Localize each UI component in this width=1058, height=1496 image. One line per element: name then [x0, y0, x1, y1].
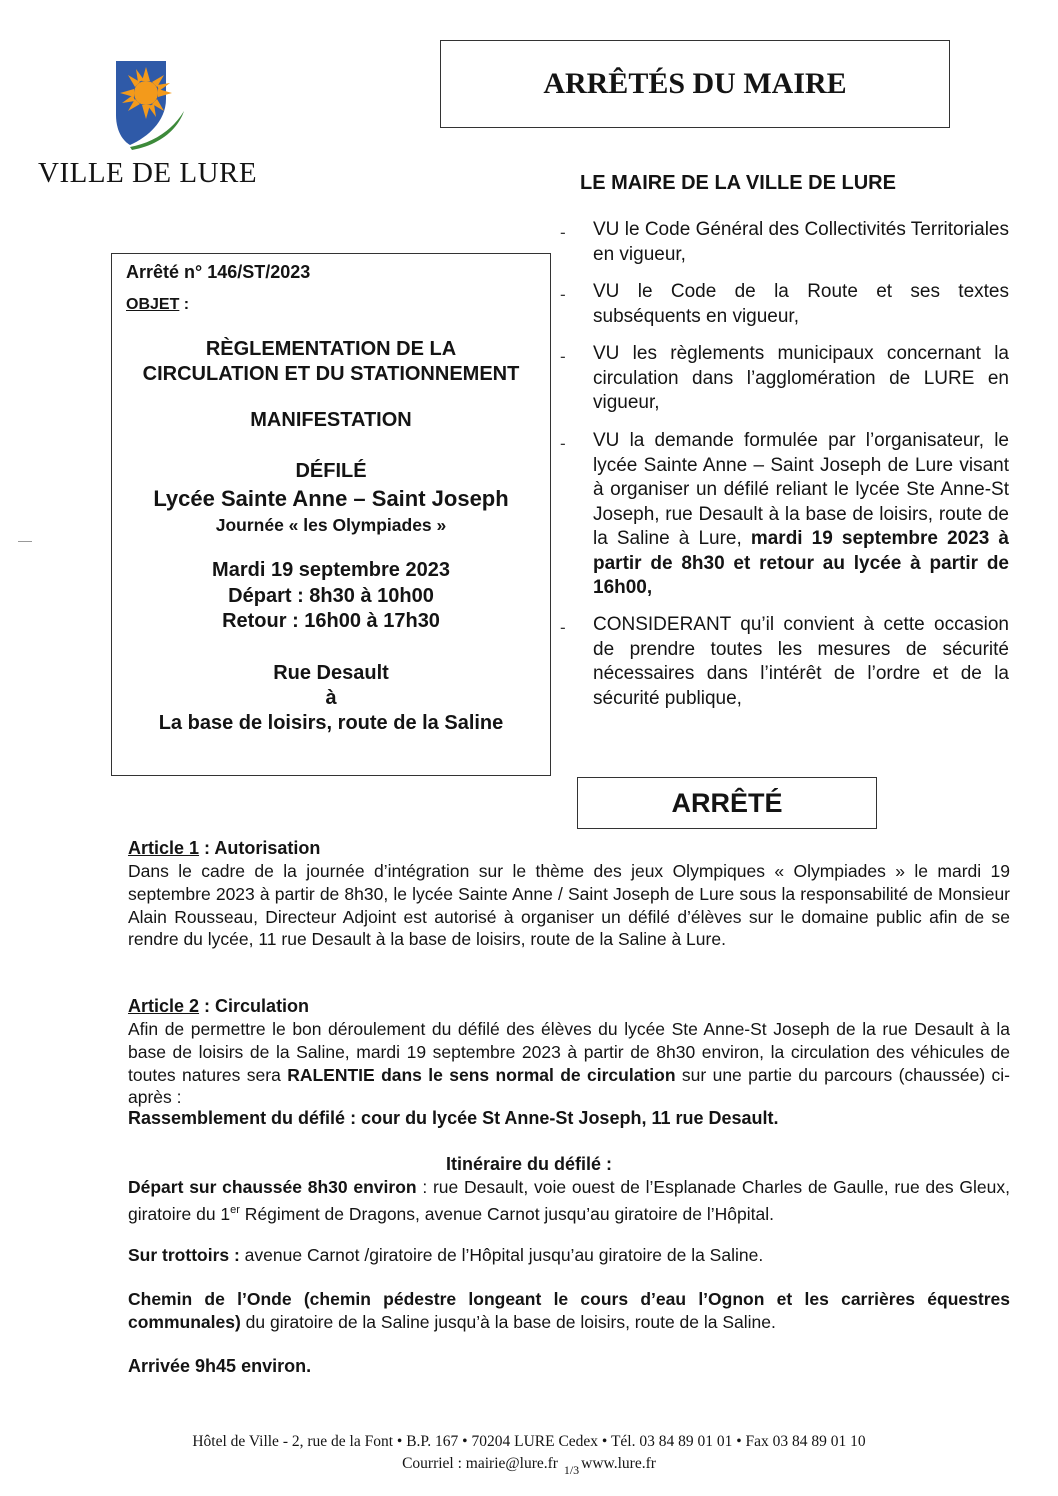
article1-title: : Autorisation: [199, 838, 321, 858]
vu-text: VU les règlements municipaux concernant la circulation dans l’agglomération de LURE en vigueur,: [593, 343, 1009, 413]
list-dash: -: [560, 347, 566, 366]
article2-title: : Circulation: [199, 996, 310, 1016]
onde-text: du giratoire de la Saline jusqu’à la base de loisirs, route de la Saline.: [240, 1311, 776, 1332]
manifestation-label: MANIFESTATION: [250, 409, 412, 431]
list-dash: -: [560, 434, 566, 453]
footer-courriel: Courriel : mairie@lure.fr: [402, 1455, 558, 1472]
header-title: ARRÊTÉS DU MAIRE: [543, 67, 847, 100]
article1-label: Article 1: [128, 838, 200, 858]
article2-heading: [128, 996, 309, 1017]
defile-label: DÉFILÉ: [295, 460, 367, 482]
sun-shield-icon: [108, 55, 190, 151]
vu-text: CONSIDERANT qu’il convient à cette occasion de prendre toutes les mesures de sécurité nécessaires dans l’intérêt de l’ordre et de la sécurité publique,: [593, 614, 1009, 709]
itineraire-title: Itinéraire du défilé :: [445, 1154, 613, 1174]
lycee-name: Lycée Sainte Anne – Saint Joseph: [153, 486, 509, 511]
arrivee: Arrivée 9h45 environ.: [128, 1356, 312, 1376]
margin-mark: [18, 541, 32, 542]
onde-bold: Chemin de l’Onde (chemin pédestre longeant le cours d’eau l’Ognon et les carrières équestres communales): [128, 1289, 1010, 1332]
city-name: VILLE DE LURE: [38, 157, 258, 189]
objet-title-line2: CIRCULATION ET DU STATIONNEMENT: [142, 363, 520, 385]
vu-text-plain: VU la demande formulée par l’organisateur, le lycée Sainte Anne – Saint Joseph de Lure visant à organiser un défilé reliant le lycée Ste Anne-St Joseph, rue Desault à la base de loisirs, route de la Saline à Lure,: [593, 430, 1009, 549]
itineraire-depart: [128, 1176, 1010, 1225]
lieu-a: à: [325, 687, 337, 709]
objet-title-line1: RÈGLEMENTATION DE LA: [205, 338, 457, 360]
itineraire-onde: [128, 1288, 1010, 1334]
trottoirs-bold: Sur trottoirs :: [128, 1245, 240, 1265]
trottoirs-text: avenue Carnot /giratoire de l’Hôpital jusqu’au giratoire de la Saline.: [239, 1245, 764, 1265]
journee-label: Journée « les Olympiades »: [215, 515, 447, 535]
article2-text: [128, 1018, 1010, 1109]
article2-label: Article 2: [128, 996, 200, 1016]
depart-sup: er: [230, 1203, 240, 1216]
lieu-end: La base de loisirs, route de la Saline: [158, 712, 504, 734]
depart-time: Départ : 8h30 à 10h00: [228, 585, 434, 607]
maire-title: LE MAIRE DE LA VILLE DE LURE: [580, 172, 896, 194]
itineraire-trottoirs: [128, 1244, 1010, 1267]
retour-time: Retour : 16h00 à 17h30: [222, 610, 440, 632]
article2-text-bold: RALENTIE dans le sens normal de circulation: [287, 1064, 676, 1085]
depart-text-a: : rue Desault, voie ouest de l’Esplanade Charles de Gaulle, rue des Gleux, giratoire du 1: [128, 1177, 1010, 1224]
rassemblement: Rassemblement du défilé : cour du lycée St Anne-St Joseph, 11 rue Desault.: [128, 1108, 779, 1128]
arrete-title: ARRÊTÉ: [671, 787, 783, 818]
lieu-start: Rue Desault: [273, 662, 389, 684]
depart-bold: Départ sur chaussée 8h30 environ: [128, 1177, 417, 1197]
article1-heading: [128, 838, 320, 859]
arrete-title-box: [577, 777, 877, 829]
objet-label: [126, 296, 189, 314]
footer-website: www.lure.fr: [581, 1455, 656, 1472]
footer-contact: [0, 1455, 1058, 1478]
vu-text: [593, 429, 1009, 601]
arrete-number: Arrêté n° 146/ST/2023: [126, 262, 311, 282]
list-dash: -: [560, 618, 566, 637]
article1-text: Dans le cadre de la journée d’intégration sur le thème des jeux Olympiques « Olympiades » le mardi 19 septembre 2023 à partir de 8h30, le lycée Sainte Anne / Saint Joseph de Lure sous la responsabilité de Monsieur Alain Rousseau, Directeur Adjoint est autorisé à organiser un défilé d’élèves sur le domaine public afin de se rendre du lycée, 11 rue Desault à la base de loisirs, route de la Saline à Lure.: [128, 861, 1010, 950]
page-number: 1/3: [563, 1463, 580, 1477]
objet-colon: :: [179, 296, 190, 313]
objet-box: [111, 253, 551, 776]
article2-text-a: Afin de permettre le bon déroulement du défilé des élèves du lycée Ste Anne-St Joseph de la rue Desault à la base de loisirs de la Saline, mardi 19 septembre 2023 à partir de 8h30 environ, la circulation des véhicules de toutes natures sera: [128, 1019, 1010, 1085]
article2-text-b: sur une partie du parcours (chaussée) ci-après :: [128, 1064, 1011, 1108]
depart-text-b: Régiment de Dragons, avenue Carnot jusqu’au giratoire de l’Hôpital.: [239, 1203, 774, 1224]
objet-label-text: OBJET: [126, 296, 180, 313]
header-title-box: [440, 40, 950, 128]
event-date: Mardi 19 septembre 2023: [212, 559, 450, 581]
list-dash: -: [560, 285, 566, 304]
vu-text: VU le Code de la Route et ses textes subséquents en vigueur,: [593, 281, 1009, 327]
footer-address: Hôtel de Ville - 2, rue de la Font • B.P. 167 • 70204 LURE Cedex • Tél. 03 84 89 01 01 • Fax 03 84 89 01 10: [192, 1433, 866, 1450]
city-logo: [108, 55, 190, 151]
list-dash: -: [560, 223, 566, 242]
vu-text-bold: mardi 19 septembre 2023 à partir de 8h30 et retour au lycée à partir de 16h00,: [593, 528, 1010, 598]
vu-text: VU le Code Général des Collectivités Territoriales en vigueur,: [593, 219, 1009, 265]
